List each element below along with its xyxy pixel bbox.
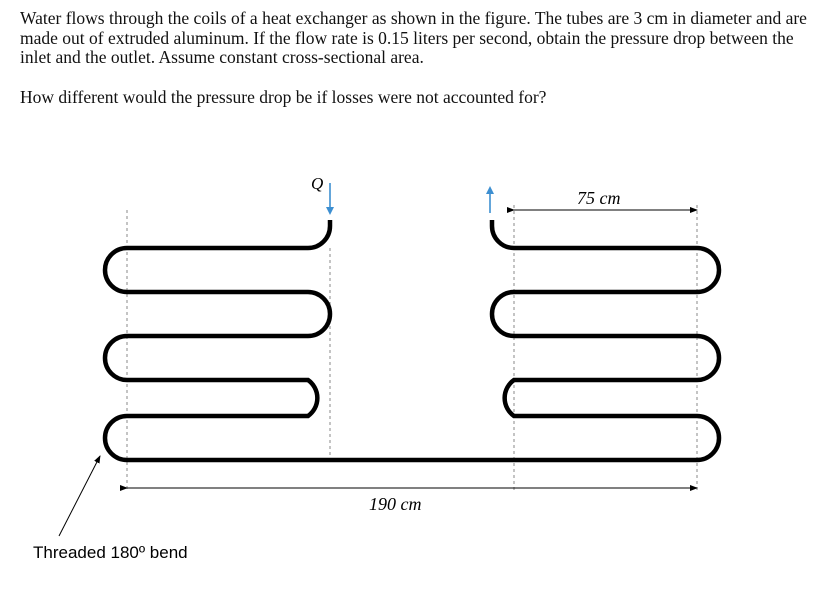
flow-label: Q [311, 174, 324, 193]
problem-paragraph-1: Water flows through the coils of a heat exchanger as shown in the figure. The tubes are 3 cm in diameter and are made out of extruded aluminum. If the flow rate is 0.15 liters per second, obtain the pressure drop between the inlet and the outlet. Assume constant cross-sectional area. [20, 8, 807, 67]
problem-paragraph-2: How different would the pressure drop be if losses were not accounted for? [20, 86, 547, 107]
dim-190-label: 190 cm [369, 494, 422, 514]
left-coil [105, 220, 697, 460]
right-coil [492, 220, 719, 460]
dim-75-label: 75 cm [577, 188, 621, 208]
bend-pointer-arrow [59, 456, 100, 536]
bend-label: Threaded 180º bend [33, 543, 188, 562]
